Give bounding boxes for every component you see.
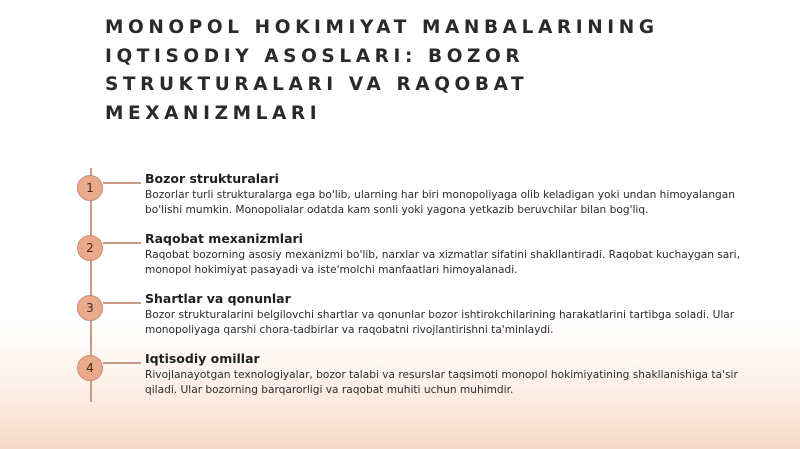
step-title: Iqtisodiy omillar: [145, 351, 260, 366]
step-number-marker: 2: [77, 235, 103, 261]
page-title: MONOPOL HOKIMIYAT MANBALARINING IQTISODIY ASOSLARI: BOZOR STRUKTURALARI VA RAQOBAT MEXANIZMLARI: [105, 17, 659, 124]
step-description: Rivojlanayotgan texnologiyalar, bozor talabi va resurslar taqsimoti monopol hokimiyatining shakllanishiga ta'sir qiladi. Ular bozorning barqarorligi va raqobat muhiti uchun muhimdir.: [145, 369, 738, 396]
step-connector: [103, 242, 141, 244]
step-title: Shartlar va qonunlar: [145, 291, 291, 306]
step-number-marker: 4: [77, 355, 103, 381]
step-description: Bozorlar turli strukturalarga ega bo'lib, ularning har biri monopoliyaga olib keladigan yoki undan himoyalangan bo'lishi mumkin. Monopolialar odatda kam sonli yoki yagona yetkazib beruvchilar bilan bog'liq.: [145, 189, 735, 216]
step-connector: [103, 182, 141, 184]
step-title: Bozor strukturalari: [145, 171, 279, 186]
step-number-marker: 3: [77, 295, 103, 321]
step-description: Raqobat bozorning asosiy mexanizmi bo'lib, narxlar va xizmatlar sifatini shakllantiradi. Raqobat kuchaygan sari, monopol hokimiyat pasayadi va iste'molchi manfaatlari himoyalanadi.: [145, 249, 740, 276]
step-description: Bozor strukturalarini belgilovchi shartlar va qonunlar bozor ishtirokchilarining harakatlarini tartibga soladi. Ular monopoliyaga qarshi chora-tadbirlar va raqobatni rivojlantirishni ta'minlaydi.: [145, 309, 735, 336]
step-number-marker: 1: [77, 175, 103, 201]
step-connector: [103, 302, 141, 304]
step-title: Raqobat mexanizmlari: [145, 231, 303, 246]
step-connector: [103, 362, 141, 364]
